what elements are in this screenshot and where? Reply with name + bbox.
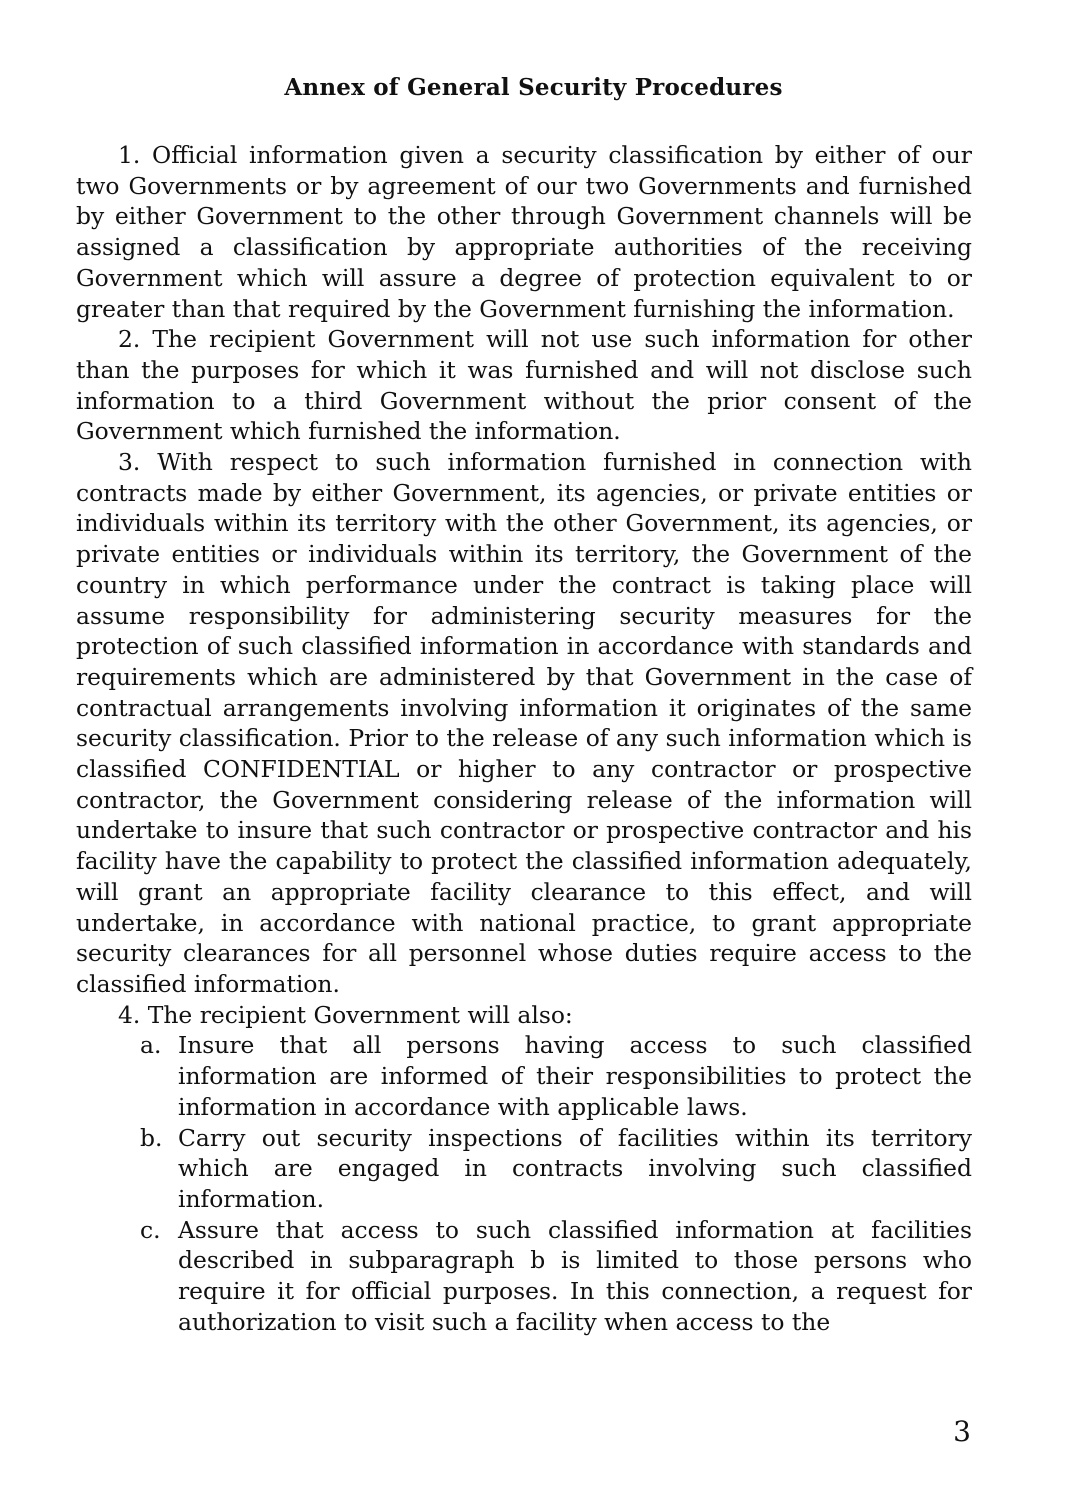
list-item-c [140,1215,972,1338]
list-item-label: a. [140,1031,162,1060]
list-item-b [140,1123,972,1215]
list-item-label: c. [140,1215,161,1244]
list-item-text: Assure that access to such classified information at facilities described in subparagraph b is limited to those persons who require it for official purposes. In this connection, a request for authorization to visit such a facility when access to the [178,1215,972,1336]
list-item-text: Insure that all persons having access to such classified information are informed of their responsibilities to protect the information in accordance with applicable laws. [178,1031,972,1121]
paragraph-4: 4. The recipient Government will also: [118,1000,573,1029]
paragraph-1: 1. Official information given a security classification by either of our two Governments or by agreement of our two Governments and furnished by either Government to the other through Government channels will be assigned a classification by appropriate authorities of the receiving Government which will assure a degree of protection equivalent to or greater than that required by the Government furnishing the information. [76,141,972,323]
paragraph-2: 2. The recipient Government will not use such information for other than the purposes for which it was furnished and will not disclose such information to a third Government without the prior consent of the Government which furnished the information. [76,325,972,446]
document-body [76,140,972,1337]
page-number: 3 [953,1415,971,1448]
page-title: Annex of General Security Procedures [284,74,783,101]
paragraph-3: 3. With respect to such information furnished in connection with contracts made by either Government, its agencies, or private entities or individuals within its territory with the other Government, its agencies, or private entities or individuals within its territory, the Government of the country in which performance under the contract is taking place will assume responsibility for administering security measures for the protection of such classified information in accordance with standards and requirements which are administered by that Government in the case of contractual arrangements involving information it originates of the same security classification. Prior to the release of any such information which is classified CONFIDENTIAL or higher to any contractor or prospective contractor, the Government considering release of the information will undertake to insure that such contractor or prospective contractor and his facility have the capability to protect the classified information adequately, will grant an appropriate facility clearance to this effect, and will undertake, in accordance with national practice, to grant appropriate security clearances for all personnel whose duties require access to the classified information. [76,448,972,998]
list-item-label: b. [140,1123,163,1152]
list-item-a [140,1030,972,1122]
list-item-text: Carry out security inspections of facilities within its territory which are engaged in contracts involving such classified information. [178,1123,972,1213]
